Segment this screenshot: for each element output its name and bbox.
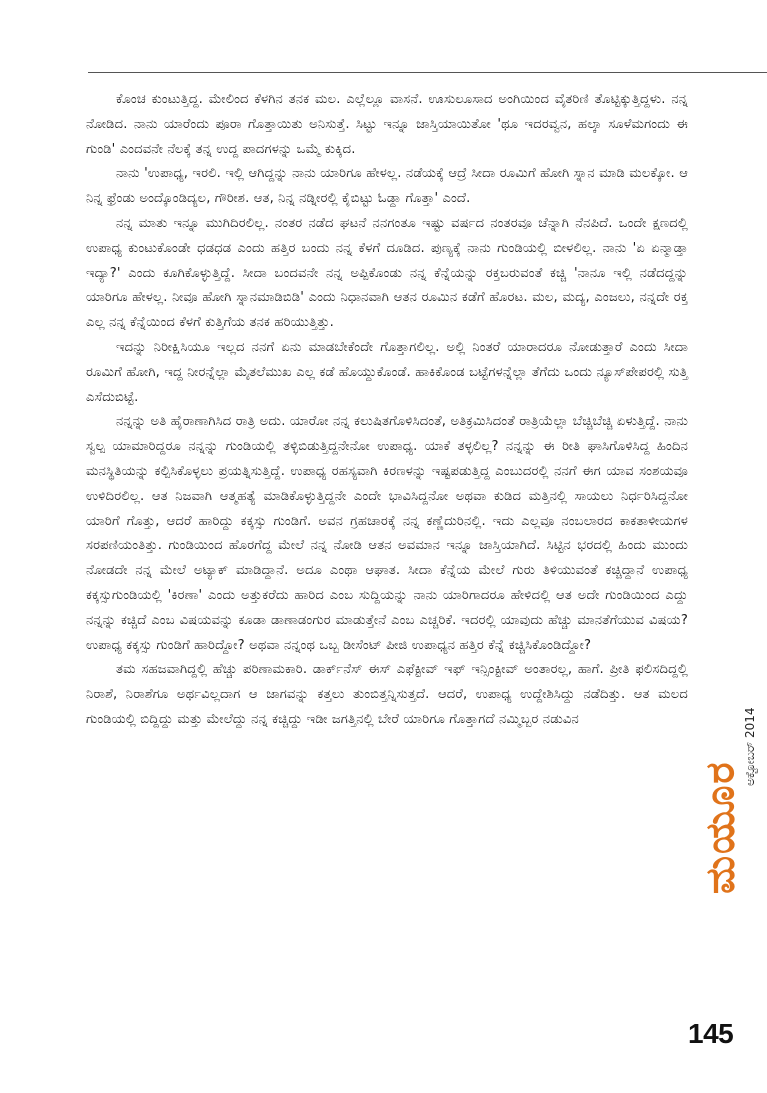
header-rule [88,72,767,73]
article-paragraph: ಕೊಂಚ ಕುಂಟುತ್ತಿದ್ದ. ಮೇಲಿಂದ ಕೆಳಗಿನ ತನಕ ಮಲ. ಎಲ್ಲೆಲ್ಲೂ ವಾಸನೆ. ಊಸುಲೂಸಾದ ಅಂಗಿಯಿಂದ ವೈತರಿಣಿ ತೊಟ್ಟಿಕ್ಕುತ್ತಿದ್ದಳು. ನನ್ನ ನೋಡಿದ. ನಾನು ಯಾರೆಂದು ಪೂರಾ ಗೊತ್ತಾಯಿತು ಅನಿಸುತ್ತೆ. ಸಿಟ್ಟು ಇನ್ನೂ ಜಾಸ್ತಿಯಾಯಿತೋ 'ಥೂ ಇದರವ್ವನ, ಹಲ್ಕಾ ಸೂಳೆಮಗಂದು ಈ ಗುಂಡಿ' ಎಂದವನೇ ನೆಲಕ್ಕೆ ತನ್ನ ಉದ್ದ ಪಾದಗಳನ್ನು ಒಮ್ಮೆ ಕುಕ್ಕಿದ. [86,92,688,157]
article-paragraph: ನನ್ನ ಮಾತು ಇನ್ನೂ ಮುಗಿದಿರಲಿಲ್ಲ. ನಂತರ ನಡೆದ ಘಟನೆ ನನಗಂತೂ ಇಷ್ಟು ವರ್ಷದ ನಂತರವೂ ಚೆನ್ನಾಗಿ ನೆನಪಿದೆ. ಒಂದೇ ಕ್ಷಣದಲ್ಲಿ ಉಪಾಧ್ಯ ಕುಂಟುಕೊಂಡೇ ಧಡಧಡ ಎಂದು ಹತ್ತಿರ ಬಂದು ನನ್ನ ಕೆಳಗೆ ದೂಡಿದ. ಪುಣ್ಯಕ್ಕೆ ನಾನು ಗುಂಡಿಯಲ್ಲಿ ಬೀಳಲಿಲ್ಲ. ನಾನು 'ಏ ಏನ್ಮಾಡ್ತಾ ಇದ್ಯಾ?' ಎಂದು ಕೂಗಿಕೊಳ್ಳುತ್ತಿದ್ದೆ. ಸೀದಾ ಬಂದವನೇ ನನ್ನ ಅಪ್ಪಿಕೊಂಡು ನನ್ನ ಕೆನ್ನೆಯನ್ನು ರಕ್ತಬರುವಂತೆ ಕಚ್ಚಿ 'ನಾನೂ ಇಲ್ಲಿ ನಡೆದದ್ದನ್ನು ಯಾರಿಗೂ ಹೇಳಲ್ಲ. ನೀವೂ ಹೋಗಿ ಸ್ನಾನಮಾಡಿಬಿಡಿ' ಎಂದು ನಿಧಾನವಾಗಿ ಆತನ ರೂಮಿನ ಕಡೆಗೆ ಹೊರಟ. ಮಲ, ಮದ್ಯ, ಎಂಜಲು, ನನ್ನದೇ ರಕ್ತ ಎಲ್ಲ ನನ್ನ ಕೆನ್ನೆಯಿಂದ ಕೆಳಗೆ ಕುತ್ತಿಗೆಯ ತನಕ ಹರಿಯುತ್ತಿತ್ತು. [86,215,688,331]
article-paragraph: ನನ್ನನ್ನು ಅತಿ ಹೈರಾಣಾಗಿಸಿದ ರಾತ್ರಿ ಅದು. ಯಾರೋ ನನ್ನ ಕಲುಷಿತಗೊಳಿಸಿದಂತೆ, ಅತಿಕ್ರಮಿಸಿದಂತೆ ರಾತ್ರಿಯೆಲ್ಲಾ ಬೆಚ್ಚಿಬೆಚ್ಚಿ ಏಳುತ್ತಿದ್ದೆ. ನಾನು ಸ್ವಲ್ಪ ಯಾಮಾರಿದ್ದರೂ ನನ್ನನ್ನು ಗುಂಡಿಯಲ್ಲಿ ತಳ್ಳಿಬಿಡುತ್ತಿದ್ದನೇನೋ ಉಪಾಧ್ಯ. ಯಾಕೆ ತಳ್ಳಲಿಲ್ಲ? ನನ್ನನ್ನು ಈ ರೀತಿ ಘಾಸಿಗೊಳಿಸಿದ್ದ ಹಿಂದಿನ ಮನಸ್ಥಿತಿಯನ್ನು ಕಲ್ಪಿಸಿಕೊಳ್ಳಲು ಪ್ರಯತ್ನಿಸುತ್ತಿದ್ದೆ. ಉಪಾಧ್ಯ ರಹಸ್ಯವಾಗಿ ಕಿರಣಳನ್ನು ಇಷ್ಟಪಡುತ್ತಿದ್ದ ಎಂಬುದರಲ್ಲಿ ನನಗೆ ಈಗ ಯಾವ ಸಂಶಯವೂ ಉಳಿದಿರಲಿಲ್ಲ. ಆತ ನಿಜವಾಗಿ ಆತ್ಮಹತ್ಯೆ ಮಾಡಿಕೊಳ್ಳುತ್ತಿದ್ದನೇ ಎಂದೇ ಭಾವಿಸಿದ್ದನೋ ಅಥವಾ ಕುಡಿದ ಮತ್ತಿನಲ್ಲಿ ಸಾಯಲು ನಿರ್ಧರಿಸಿದ್ದನೋ ಯಾರಿಗೆ ಗೊತ್ತು, ಆದರೆ ಹಾರಿದ್ದು ಕಕ್ಕಸ್ಸು ಗುಂಡಿಗೆ. ಅವನ ಗ್ರಹಚಾರಕ್ಕೆ ನನ್ನ ಕಣ್ಣೆದುರಿನಲ್ಲಿ. ಇದು ಎಲ್ಲವೂ ನಂಬಲಾರದ ಕಾಕತಾಳೀಯಗಳ ಸರಪಣಿಯಂತಿತ್ತು. ಗುಂಡಿಯಿಂದ ಹೊರಗೆದ್ದ ಮೇಲೆ ನನ್ನ ನೋಡಿ ಆತನ ಅವಮಾನ ಇನ್ನೂ ಜಾಸ್ತಿಯಾಗಿದೆ. ಸಿಟ್ಟಿನ ಭರದಲ್ಲಿ ಹಿಂದು ಮುಂದು ನೋಡದೇ ನನ್ನ ಮೇಲೆ ಅಟ್ಯಾಕ್ ಮಾಡಿದ್ದಾನೆ. ಅದೂ ಎಂಥಾ ಆಘಾತ. ಸೀದಾ ಕೆನ್ನೆಯ ಮೇಲೆ ಗುರು ತಿಳಿಯುವಂತೆ ಕಚ್ಚಿದ್ದಾನೆ ಉಪಾಧ್ಯ ಕಕ್ಕಸ್ಸುಗುಂಡಿಯಲ್ಲಿ 'ಕಿರಣಾ' ಎಂದು ಅತ್ತುಕರೆದು ಹಾರಿದ ಎಂಬ ಸುದ್ದಿಯನ್ನು ನಾನು ಯಾರಿಗಾದರೂ ಹೇಳಿದಲ್ಲಿ ಆತ ಅದೇ ಗುಂಡಿಯಿಂದ ಎದ್ದು ನನ್ನನ್ನು ಕಚ್ಚಿದೆ ಎಂಬ ವಿಷಯವನ್ನು ಕೂಡಾ ಡಾಣಾಡಂಗುರ ಮಾಡುತ್ತೇನೆ ಎಂಬ ಎಚ್ಚರಿಕೆ. ಇದರಲ್ಲಿ ಯಾವುದು ಹೆಚ್ಚು ಮಾನತೆಗೆಯುವ ವಿಷಯ? ಉಪಾಧ್ಯ ಕಕ್ಕಸ್ಸು ಗುಂಡಿಗೆ ಹಾರಿದ್ದೋ? ಅಥವಾ ನನ್ನಂಥ ಒಬ್ಬ ಡೀಸೆಂಟ್ ಪೀಜಿ ಉಪಾಧ್ಯನ ಹತ್ತಿರ ಕೆನ್ನೆ ಕಚ್ಚಿಸಿಕೊಂಡಿದ್ದೋ? [86,414,688,653]
issue-date: ಅಕ್ಟೋಬರ್ 2014 [743,707,757,787]
article-paragraph: ತಮ ಸಹಜವಾಗಿದ್ದಲ್ಲಿ ಹೆಚ್ಚು ಪರಿಣಾಮಕಾರಿ. ಡಾರ್ಕ್‌ನೆಸ್ ಈಸ್ ಎಫೆಕ್ಟೀವ್ ಇಫ್ ಇನ್ಸಿಂಕ್ಟೀವ್ ಅಂತಾರಲ್ಲ, ಹಾಗೆ. ಪ್ರೀತಿ ಫಲಿಸದಿದ್ದಲ್ಲಿ ನಿರಾಶೆ, ನಿರಾಶೆಗೂ ಅರ್ಥವಿಲ್ಲದಾಗ ಆ ಜಾಗವನ್ನು ಕತ್ತಲು ತುಂಬಿತ್ತನ್ನಿಸುತ್ತದೆ. ಆದರೆ, ಉಪಾಧ್ಯ ಉದ್ದೇಶಿಸಿದ್ದು ನಡೆದಿತ್ತು. ಆತ ಮಲದ ಗುಂಡಿಯಲ್ಲಿ ಬಿದ್ದಿದ್ದು ಮತ್ತು ಮೇಲೆದ್ದು ನನ್ನ ಕಚ್ಚಿದ್ದು ಇಡೀ ಜಗತ್ತಿನಲ್ಲಿ ಬೇರೆ ಯಾರಿಗೂ ಗೊತ್ತಾಗದೆ ನಮ್ಮಿಬ್ಬರ ನಡುವಿನ [86,662,688,727]
article-paragraph: ಇದನ್ನು ನಿರೀಕ್ಷಿಸಿಯೂ ಇಲ್ಲದ ನನಗೆ ಏನು ಮಾಡಬೇಕೆಂದೇ ಗೊತ್ತಾಗಲಿಲ್ಲ. ಅಲ್ಲಿ ನಿಂತರೆ ಯಾರಾದರೂ ನೋಡುತ್ತಾರೆ ಎಂದು ಸೀದಾ ರೂಮಿಗೆ ಹೋಗಿ, ಇದ್ದ ನೀರನ್ನೆಲ್ಲಾ ಮೈತಲೆಮುಖ ಎಲ್ಲ ಕಡೆ ಹೊಯ್ದುಕೊಂಡೆ. ಹಾಕಿಕೊಂಡ ಬಟ್ಟೆಗಳನ್ನೆಲ್ಲಾ ತೆಗೆದು ಒಂದು ನ್ಯೂಸ್‌ಪೇಪರಲ್ಲಿ ಸುತ್ತಿ ಎಸೆದುಬಿಟ್ಟೆ. [86,339,688,405]
magazine-title: ಮಯೂರ [696,760,744,894]
page-number: 145 [688,1018,734,1049]
article-body [86,88,688,733]
article-paragraph: ನಾನು 'ಉಪಾಧ್ಯ, ಇರಲಿ. ಇಲ್ಲಿ ಆಗಿದ್ದನ್ನು ನಾನು ಯಾರಿಗೂ ಹೇಳಲ್ಲ. ನಡೆಯಕ್ಕೆ ಆದ್ರೆ ಸೀದಾ ರೂಮಿಗೆ ಹೋಗಿ ಸ್ನಾನ ಮಾಡಿ ಮಲಕ್ಕೋ. ಆ ನಿನ್ನ ಫ್ರೆಂಡು ಅಂದ್ಕೊಂಡಿದ್ಯಲ, ಗೌರೀಶ. ಆತ, ನಿನ್ನ ನಡ್ನೀರಲ್ಲಿ ಕೈಬಿಟ್ಟು ಓಡ್ದಾ ಗೊತ್ತಾ' ಎಂದೆ. [86,166,688,207]
page-side-strip [696,662,760,1012]
